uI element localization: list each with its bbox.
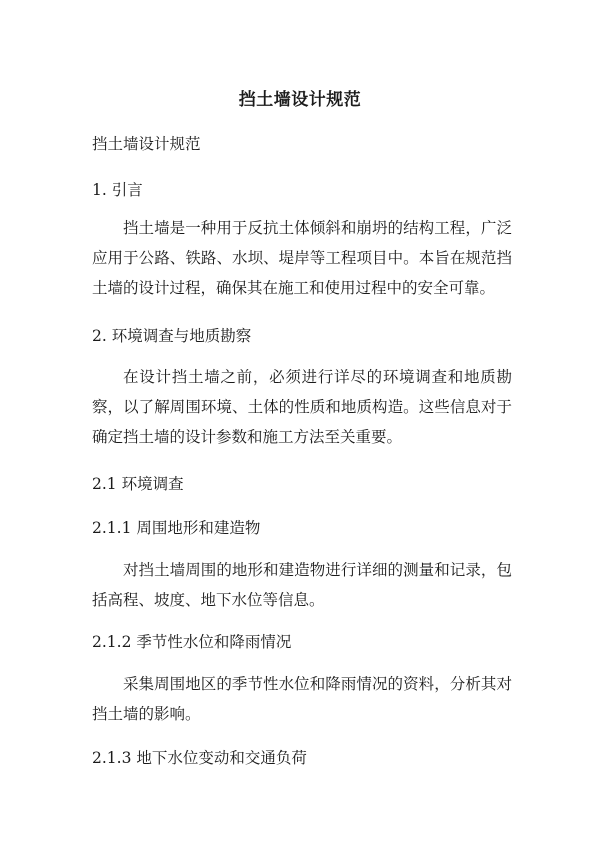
section-heading-groundwater-traffic: 2.1.3 地下水位变动和交通负荷 [92,749,307,767]
section-heading-environment: 2.1 环境调查 [92,475,184,493]
document-title: 挡土墙设计规范 [238,90,362,110]
section-heading-survey: 2. 环境调查与地质勘察 [92,327,252,345]
paragraph-survey: 在设计挡土墙之前，必须进行详尽的环境调查和地质勘察，以了解周围环境、土体的性质和地质构造。这些信息对于确定挡土墙的设计参数和施工方法至关重要。 [92,368,512,446]
paragraph-terrain: 对挡土墙周围的地形和建造物进行详细的测量和记录，包括高程、坡度、地下水位等信息。 [92,561,512,609]
section-heading-seasonal-water: 2.1.2 季节性水位和降雨情况 [92,633,292,651]
paragraph-seasonal-water: 采集周围地区的季节性水位和降雨情况的资料，分析其对挡土墙的影响。 [92,675,512,723]
section-heading-label: 挡土墙设计规范 [92,135,201,153]
paragraph-introduction: 挡土墙是一种用于反抗土体倾斜和崩坍的结构工程，广泛应用于公路、铁路、水坝、堤岸等工程项目中。本旨在规范挡土墙的设计过程，确保其在施工和使用过程中的安全可靠。 [92,219,512,297]
section-heading-terrain: 2.1.1 周围地形和建造物 [92,519,261,537]
section-heading-introduction: 1. 引言 [92,181,143,199]
